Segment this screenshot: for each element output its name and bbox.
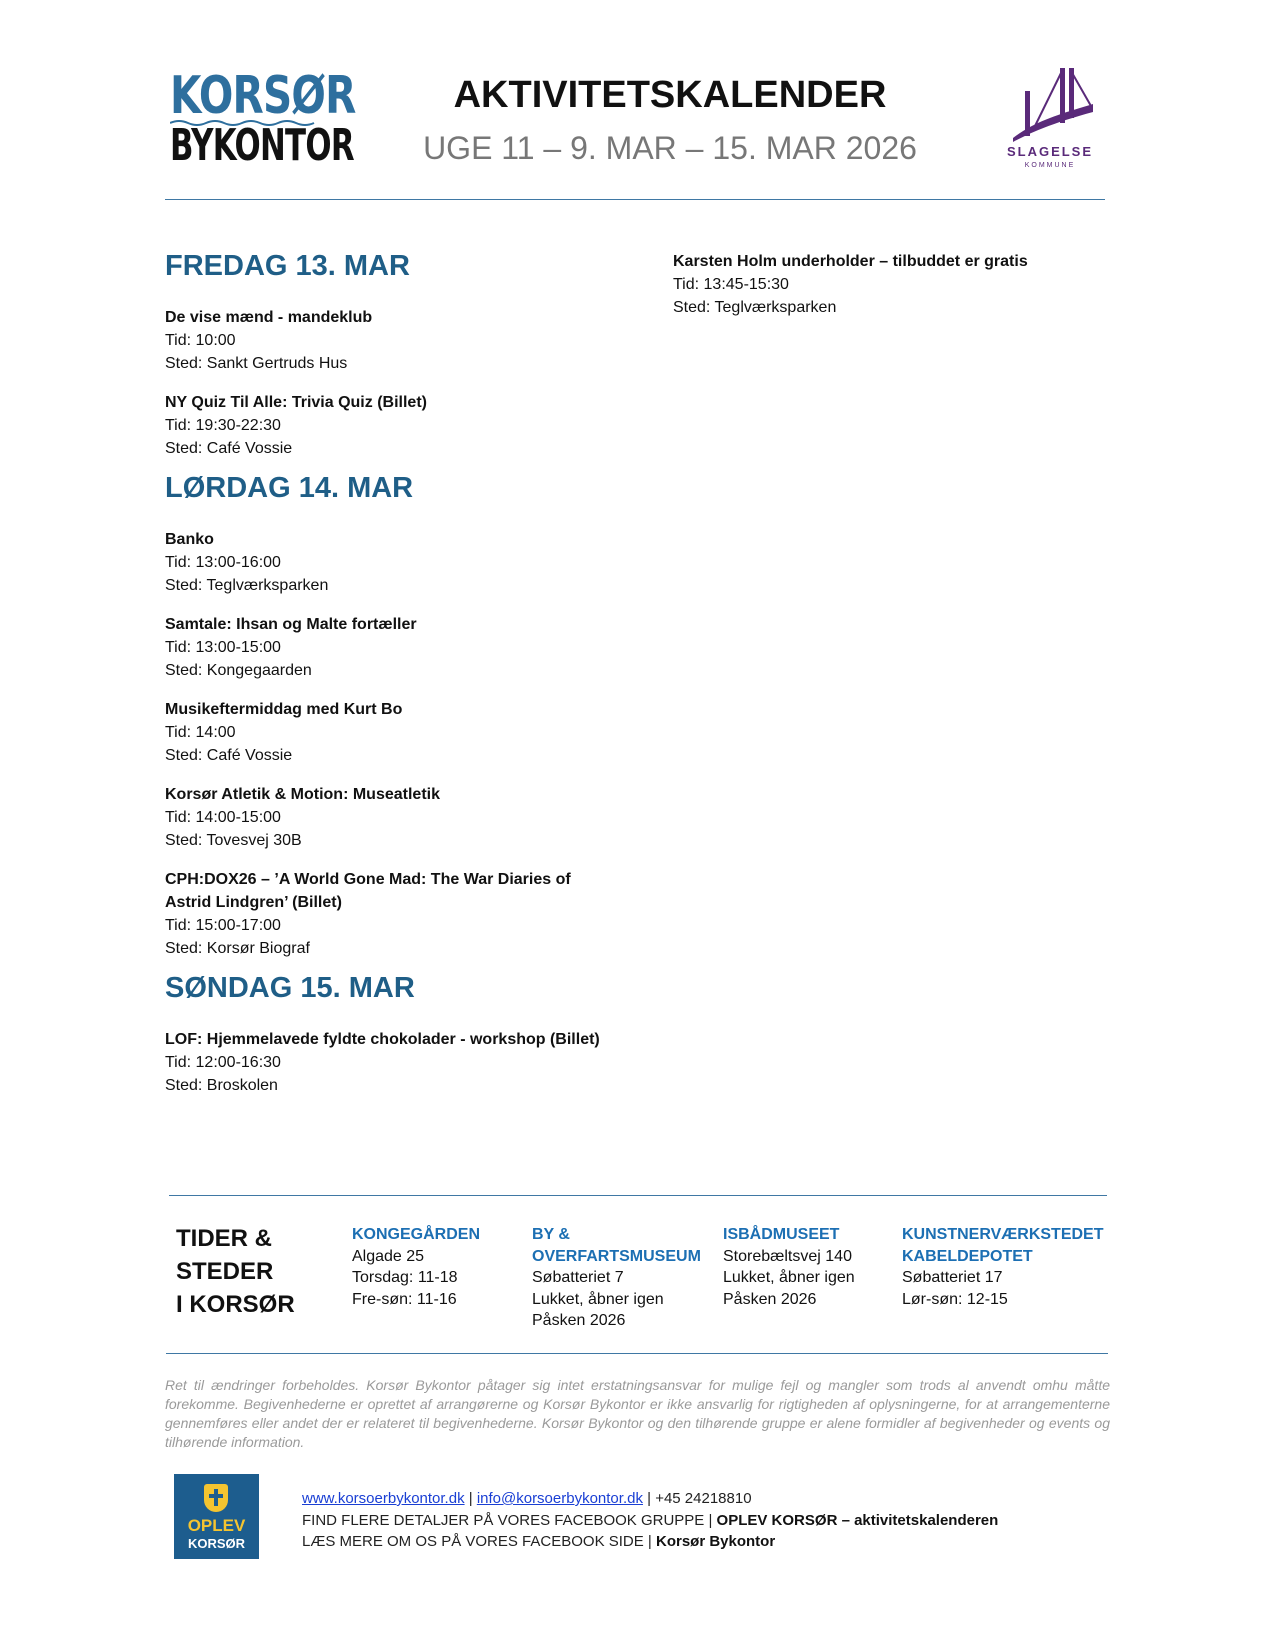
places-heading-line: I KORSØR bbox=[176, 1291, 295, 1318]
email-link[interactable]: info@korsoerbykontor.dk bbox=[476, 1490, 643, 1507]
slagelse-name: SLAGELSE bbox=[1006, 144, 1094, 159]
place-line: Lør-søn: 12-15 bbox=[902, 1290, 1008, 1308]
event-place: Sted: Teglværksparken bbox=[165, 577, 329, 594]
slagelse-kommune-logo bbox=[1005, 66, 1105, 176]
event-time: Tid: 10:00 bbox=[165, 332, 236, 349]
day-heading-fredag: FREDAG 13. MAR bbox=[165, 250, 410, 282]
event-item bbox=[165, 698, 615, 767]
event-place: Sted: Korsør Biograf bbox=[165, 940, 310, 957]
place-isbaadmuseet bbox=[723, 1224, 893, 1310]
page-subtitle: UGE 11 – 9. MAR – 15. MAR 2026 bbox=[423, 130, 917, 166]
event-place: Sted: Café Vossie bbox=[165, 747, 293, 764]
event-time: Tid: 14:00-15:00 bbox=[165, 809, 281, 826]
event-time: Tid: 13:45-15:30 bbox=[673, 276, 789, 293]
logo-line-2: BYKONTOR bbox=[170, 120, 354, 171]
place-title: ISBÅDMUSEET bbox=[723, 1226, 840, 1243]
event-title: Musikeftermiddag med Kurt Bo bbox=[165, 701, 403, 718]
place-line: Søbatteriet 7 bbox=[532, 1269, 624, 1286]
event-title: NY Quiz Til Alle: Trivia Quiz (Billet) bbox=[165, 394, 427, 411]
event-item bbox=[165, 613, 615, 682]
fb-page-text: LÆS MERE OM OS PÅ VORES FACEBOOK SIDE | bbox=[302, 1533, 656, 1550]
event-time: Tid: 13:00-16:00 bbox=[165, 554, 281, 571]
event-title: CPH:DOX26 – ’A World Gone Mad: The War Diaries of Astrid Lindgren’ (Billet) bbox=[165, 871, 571, 911]
places-heading-line: TIDER & bbox=[176, 1225, 272, 1252]
event-title: De vise mænd - mandeklub bbox=[165, 309, 373, 326]
event-place: Sted: Sankt Gertruds Hus bbox=[165, 355, 348, 372]
event-item bbox=[673, 250, 1123, 319]
event-time: Tid: 14:00 bbox=[165, 724, 236, 741]
website-link[interactable]: www.korsoerbykontor.dk bbox=[302, 1490, 465, 1507]
place-kongegaarden bbox=[352, 1224, 522, 1310]
event-title: Korsør Atletik & Motion: Museatletik bbox=[165, 786, 440, 803]
slagelse-kommune-label: KOMMUNE bbox=[1024, 162, 1076, 169]
place-line: Fre-søn: 11-16 bbox=[352, 1290, 457, 1308]
event-item bbox=[165, 783, 615, 852]
place-overfartsmuseum bbox=[532, 1224, 717, 1332]
event-item bbox=[165, 391, 615, 460]
oplev-logo-line-1: OPLEV bbox=[187, 1516, 246, 1535]
event-title: LOF: Hjemmelavede fyldte chokolader - workshop (Billet) bbox=[165, 1031, 600, 1048]
place-kabeldepotet bbox=[902, 1224, 1112, 1310]
disclaimer-text: Ret til ændringer forbeholdes. Korsør Bykontor påtager sig intet erstatningsansvar for mulige fejl og mangler som trods al anvendt omhu måtte forekomme. Begivenhederne er oprettet af arrangørerne og Korsør Bykontor er ikke ansvarlig for rigtigheden af oplysningerne, for at arrangementerne gennemføres eller andet der er relateret til begivenhederne. Korsør Bykontor og den tilhørende gruppe er alene formidler af begivenheder og events og tilhørende information. bbox=[165, 1377, 1110, 1450]
place-title: OVERFARTSMUSEUM bbox=[532, 1247, 701, 1265]
event-place: Sted: Café Vossie bbox=[165, 440, 293, 457]
contact-info bbox=[302, 1488, 998, 1553]
place-line: Lukket, åbner igen bbox=[723, 1269, 855, 1286]
place-title: KABELDEPOTET bbox=[902, 1247, 1033, 1265]
phone-number: | +45 24218810 bbox=[642, 1490, 752, 1507]
oplev-korsor-logo bbox=[174, 1474, 259, 1559]
fb-page-name: Korsør Bykontor bbox=[655, 1533, 776, 1550]
event-item bbox=[165, 528, 615, 597]
place-line: Algade 25 bbox=[352, 1247, 425, 1265]
event-place: Sted: Kongegaarden bbox=[165, 662, 312, 679]
places-heading bbox=[176, 1222, 295, 1321]
logo-line-1: KORSØR bbox=[170, 66, 356, 126]
header-divider bbox=[165, 199, 1105, 200]
shield-cross-icon bbox=[204, 1484, 228, 1512]
place-line: Påsken 2026 bbox=[532, 1312, 626, 1329]
day-heading-lordag: LØRDAG 14. MAR bbox=[165, 472, 414, 504]
event-place: Sted: Tovesvej 30B bbox=[165, 832, 302, 849]
place-line: Påsken 2026 bbox=[723, 1290, 817, 1308]
place-title: KUNSTNERVÆRKSTEDET bbox=[902, 1226, 1104, 1243]
fb-group-text: FIND FLERE DETALJER PÅ VORES FACEBOOK GRUPPE | bbox=[302, 1511, 717, 1529]
contact-line-3 bbox=[302, 1531, 998, 1553]
place-title: KONGEGÅRDEN bbox=[352, 1226, 481, 1243]
place-title: BY & bbox=[532, 1226, 570, 1243]
event-title: Banko bbox=[165, 531, 214, 548]
contact-line-1 bbox=[302, 1488, 998, 1510]
event-time: Tid: 12:00-16:30 bbox=[165, 1054, 281, 1071]
event-title: Samtale: Ihsan og Malte fortæller bbox=[165, 616, 417, 633]
places-top-divider bbox=[169, 1195, 1107, 1196]
page-title: AKTIVITETSKALENDER bbox=[453, 74, 887, 116]
bridge-icon bbox=[1005, 66, 1095, 142]
events-left-column bbox=[165, 248, 615, 1113]
event-time: Tid: 15:00-17:00 bbox=[165, 917, 281, 934]
event-item bbox=[165, 1028, 615, 1097]
place-line: Storebæltsvej 140 bbox=[723, 1247, 852, 1265]
place-line: Torsdag: 11-18 bbox=[352, 1269, 458, 1286]
event-item bbox=[165, 868, 615, 960]
contact-separator: | bbox=[464, 1490, 477, 1507]
korsor-bykontor-logo bbox=[170, 66, 356, 171]
day-heading-sondag: SØNDAG 15. MAR bbox=[165, 972, 415, 1004]
oplev-logo-line-2: KORSØR bbox=[187, 1536, 246, 1551]
event-item bbox=[165, 306, 615, 375]
event-place: Sted: Broskolen bbox=[165, 1077, 278, 1094]
event-title: Karsten Holm underholder – tilbuddet er gratis bbox=[673, 253, 1028, 270]
places-heading-line: STEDER bbox=[176, 1258, 274, 1285]
fb-group-name: OPLEV KORSØR – aktivitetskalenderen bbox=[716, 1511, 999, 1529]
contact-line-2 bbox=[302, 1510, 998, 1532]
place-line: Søbatteriet 17 bbox=[902, 1269, 1003, 1286]
place-line: Lukket, åbner igen bbox=[532, 1290, 664, 1308]
places-bottom-divider bbox=[166, 1353, 1108, 1354]
event-time: Tid: 13:00-15:00 bbox=[165, 639, 281, 656]
events-right-column bbox=[673, 250, 1123, 335]
event-time: Tid: 19:30-22:30 bbox=[165, 417, 281, 434]
event-place: Sted: Teglværksparken bbox=[673, 299, 837, 316]
